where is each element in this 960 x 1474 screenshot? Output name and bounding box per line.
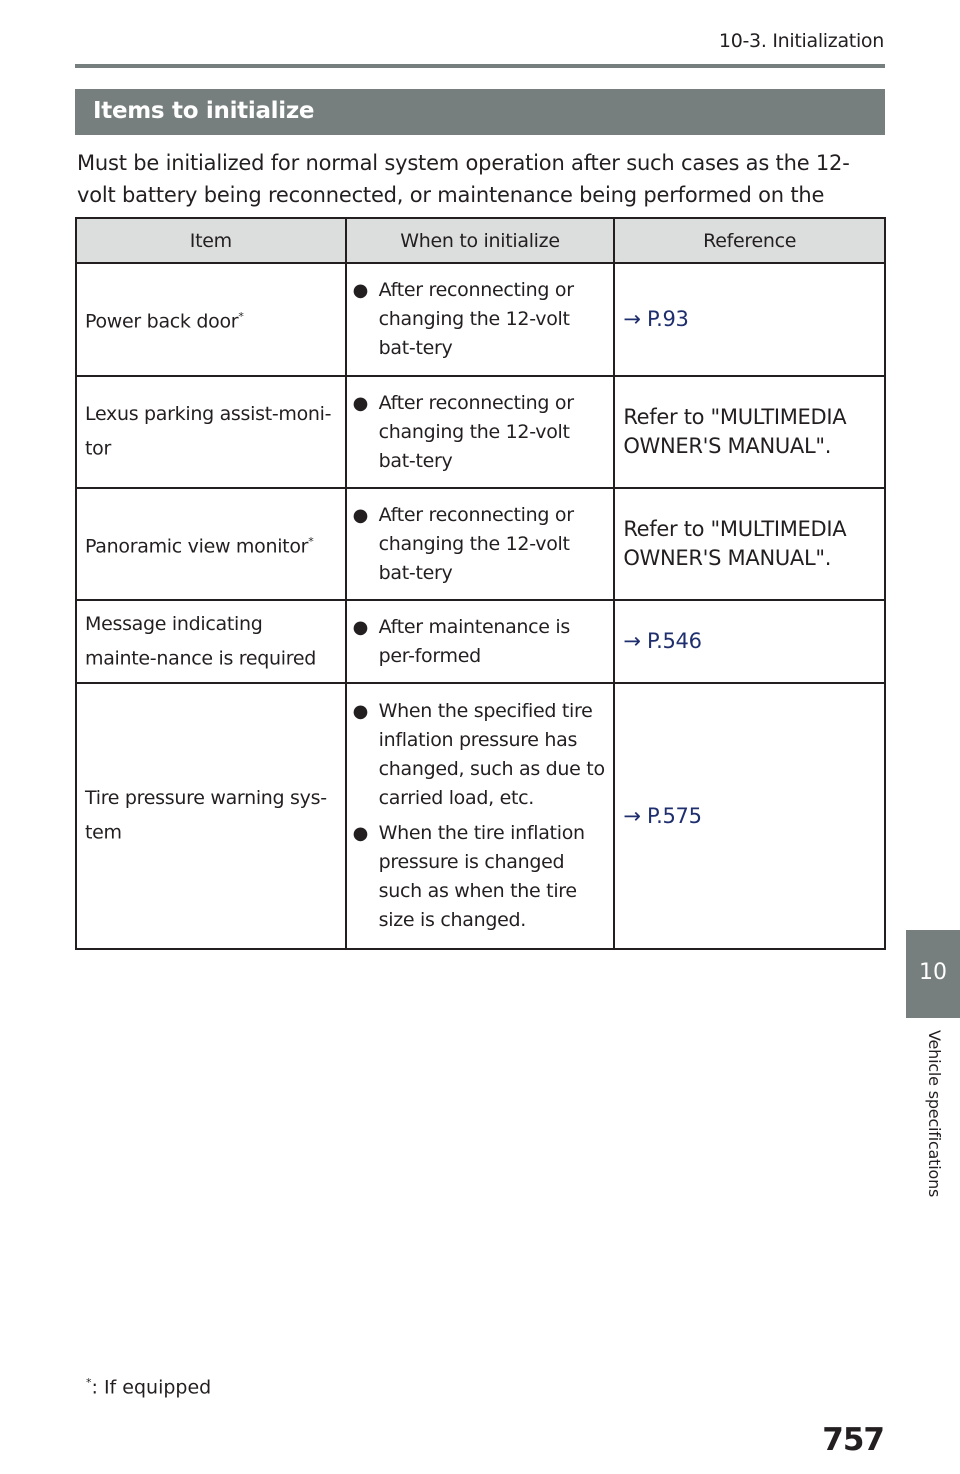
chapter-tab[interactable] (906, 930, 960, 1018)
when-cell (346, 683, 615, 949)
when-text: After reconnecting or changing the 12-volt bat-tery (378, 503, 574, 584)
footnote-marker: * (308, 534, 314, 548)
table-row (76, 600, 885, 683)
reference-text: Refer to "MULTIMEDIA OWNER'S MANUAL". (623, 405, 847, 458)
initialize-items-table (75, 217, 886, 950)
intro-paragraph: Must be initialized for normal system operation after such cases as the 12-volt battery being reconnected, or maintenance being performed on the (77, 151, 850, 207)
item-name: Power back door (85, 310, 239, 333)
footnote-asterisk: * (86, 1376, 92, 1389)
page-reference-link[interactable]: → P.575 (623, 803, 702, 828)
when-cell (346, 488, 615, 600)
table-row (76, 683, 885, 949)
item-cell (76, 376, 346, 488)
item-name: Tire pressure warning sys-tem (85, 787, 327, 844)
chapter-label-text: Vehicle specifications (925, 1030, 944, 1198)
header-rule (75, 64, 885, 68)
bullet-icon: ● (352, 616, 369, 638)
column-header-when: When to initialize (346, 218, 615, 263)
page-header-title: 10-3. Initialization (718, 30, 884, 52)
list-item (353, 697, 608, 813)
list-item (353, 819, 608, 935)
list-item (353, 276, 608, 363)
item-cell (76, 600, 346, 683)
table-row (76, 263, 885, 376)
bullet-icon: ● (352, 823, 369, 844)
when-cell (346, 376, 615, 488)
list-item (353, 501, 608, 588)
when-cell (346, 600, 615, 683)
when-text: After reconnecting or changing the 12-volt bat-tery (378, 391, 574, 472)
item-cell (76, 263, 346, 376)
bullet-icon: ● (352, 280, 369, 301)
page-reference-link[interactable]: → P.93 (623, 307, 689, 331)
list-item (353, 613, 608, 671)
when-text: When the specified tire inflation pressure has changed, such as due to carried load, etc. (378, 700, 605, 809)
section-heading-bar (75, 89, 885, 135)
table-header-row (76, 218, 885, 263)
footnote-marker: * (238, 310, 244, 324)
table-row (76, 488, 885, 600)
page-reference-link[interactable]: → P.546 (623, 629, 702, 653)
item-name: Message indicating mainte-nance is required (85, 612, 316, 670)
reference-cell[interactable] (614, 683, 885, 949)
reference-cell[interactable] (614, 600, 885, 683)
reference-cell[interactable] (614, 263, 885, 376)
when-text: After reconnecting or changing the 12-volt bat-tery (378, 279, 574, 359)
reference-cell (614, 376, 885, 488)
list-item (353, 389, 608, 476)
column-header-item: Item (76, 218, 346, 263)
bullet-icon: ● (352, 701, 369, 722)
bullet-icon: ● (352, 504, 369, 526)
reference-text: Refer to "MULTIMEDIA OWNER'S MANUAL". (623, 517, 847, 570)
when-text: When the tire inflation pressure is changed such as when the tire size is changed. (378, 822, 585, 931)
footnote (86, 1376, 211, 1398)
page-number: 757 (822, 1422, 884, 1458)
when-text: After maintenance is per-formed (378, 615, 571, 667)
section-heading: Items to initialize (93, 98, 315, 124)
item-name: Panoramic view monitor (85, 535, 309, 558)
chapter-label (922, 1030, 944, 1215)
footnote-text: : If equipped (91, 1376, 212, 1399)
table-row (76, 376, 885, 488)
item-cell (76, 488, 346, 600)
column-header-reference: Reference (614, 218, 885, 263)
when-cell (346, 263, 615, 376)
reference-cell (614, 488, 885, 600)
bullet-icon: ● (352, 392, 369, 414)
chapter-number: 10 (919, 960, 947, 985)
item-name: Lexus parking assist-moni-tor (85, 403, 332, 460)
item-cell (76, 683, 346, 949)
